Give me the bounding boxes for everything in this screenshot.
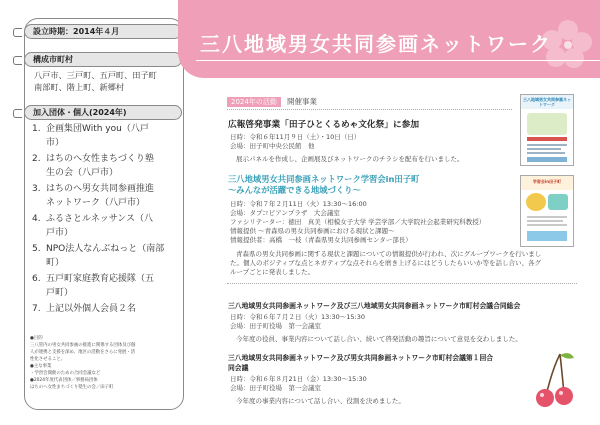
established-label: 設立時期：2014年４月 — [24, 24, 182, 39]
event-divider — [227, 283, 577, 284]
municipalities-text: 八戸市、三戸町、五戸町、田子町 南部町、階上町、新郷村 — [34, 70, 157, 92]
event-venue: 会場：田子町役場 第一会議室 — [230, 322, 321, 330]
list-item: 5. NPO法人なんぶねっと（南部 町） — [32, 244, 165, 268]
list-item: 4. ふるさとルネッサンス（八 戸市） — [32, 214, 154, 238]
event-description: ループごとに発表しました。 — [230, 268, 315, 276]
event-date: 日時：令和６年11月９日（土）・10日（日） — [230, 133, 361, 141]
event-date: 日時：令和６年８月21日（金）13:30～15:30 — [230, 375, 367, 383]
members-label: 加入団体・個人(2024年) — [24, 105, 182, 120]
list-item: 1. 企画集団With you（八戸 市） — [32, 124, 149, 148]
event-description: 展示パネルを作成し、企画展及びネットワークのチラシを配布を行いました。 — [236, 155, 464, 163]
section-divider — [227, 109, 512, 110]
list-item: 7. 上記以外個人会員２名 — [32, 304, 137, 314]
event-presenter: 情報提供者：高橋 一枝（青森県男女共同参画センター部長） — [230, 236, 412, 244]
section-label: 2024年の活動 — [227, 97, 281, 107]
event-title-cont: 同会議 — [228, 364, 249, 372]
notes-block: ●目的 三八管内の男女共同参画の推進に関係する団体及び個 人が連携と支援を深め、地区の活動をさらに発展・活 性化させること。 ●主な事業 ・学習会開催のための合同会議など ●2024年度代表団体／事務局団体 はちのへ女性まちづくり塾生の会／田子町 — [30, 336, 136, 390]
cherry-icon — [530, 350, 580, 410]
event-title: 三八地域男女共同参画ネットワーク及び三八地域男女共同参画ネットワーク市町村会議合同総会 — [228, 302, 521, 310]
event-date: 日時：令和７年２月11日（火）13:30～16:00 — [230, 200, 367, 208]
flyer-thumbnail: 学習会in田子町 — [520, 175, 574, 247]
event-title: 三八地域男女共同参画ネットワーク学習会in田子町 — [228, 174, 420, 184]
event-description: 今年度の事業内容について話し合い、役割を決めました。 — [236, 397, 405, 405]
event-description: 青森県の男女共同参画に関する現状と課題についての情報提供が行われ、次にグループワークを行いまし — [236, 250, 542, 258]
list-item: 2. はちのへ女性まちづくり塾 生の会（八戸市） — [32, 154, 154, 178]
event-venue: 会場：タプコピアンプラザ 大会議室 — [230, 209, 340, 217]
member-list — [32, 123, 180, 320]
page-title: 三八地域男女共同参画ネットワーク — [200, 32, 552, 56]
municipalities-label: 構成市町村 — [24, 52, 182, 67]
event-subtitle: ～みんなが活躍できる地域づくり～ — [228, 185, 361, 195]
event-venue: 会場：田子町役場 第一会議室 — [230, 384, 321, 392]
event-description: 今年度の役員、事業内容について話し合い、続いて啓発活動の趣旨について意見を交わしました。 — [236, 335, 522, 343]
flyer-thumbnail: 三八地域男女共同参画ネットワーク — [520, 94, 574, 166]
list-item: 6. 五戸町家庭教育応援隊（五 戸町） — [32, 274, 155, 298]
event-description: た。個人のポジティブな点とネガティブな点それらを磨き上げるにはどうしたらいいか等を話し合い、各グ — [230, 259, 541, 267]
event-date: 日時：令和６年７月２日（火）13:30～15:30 — [230, 313, 365, 321]
list-item: 3. はちのへ男女共同参画推進 ネットワーク（八戸市） — [32, 184, 155, 208]
event-info: 情報提供 ～青森県の男女共同参画における現状と課題～ — [230, 227, 395, 235]
event-facilitator: ファシリテーター：徳田 真美（相模女子大学 学芸学部／大学院社会起業研究科教授） — [230, 218, 486, 226]
event-title: 三八地域男女共同参画ネットワーク及び男女共同参画ネットワーク市町村会議第１回合 — [228, 354, 494, 362]
section-sublabel: 開催事業 — [287, 97, 317, 106]
event-title: 広報啓発事業「田子ひとくるめゃ文化祭」に参加 — [228, 120, 420, 130]
header-divider — [196, 60, 600, 61]
event-venue: 会場：田子町中央公民館 他 — [230, 142, 315, 150]
